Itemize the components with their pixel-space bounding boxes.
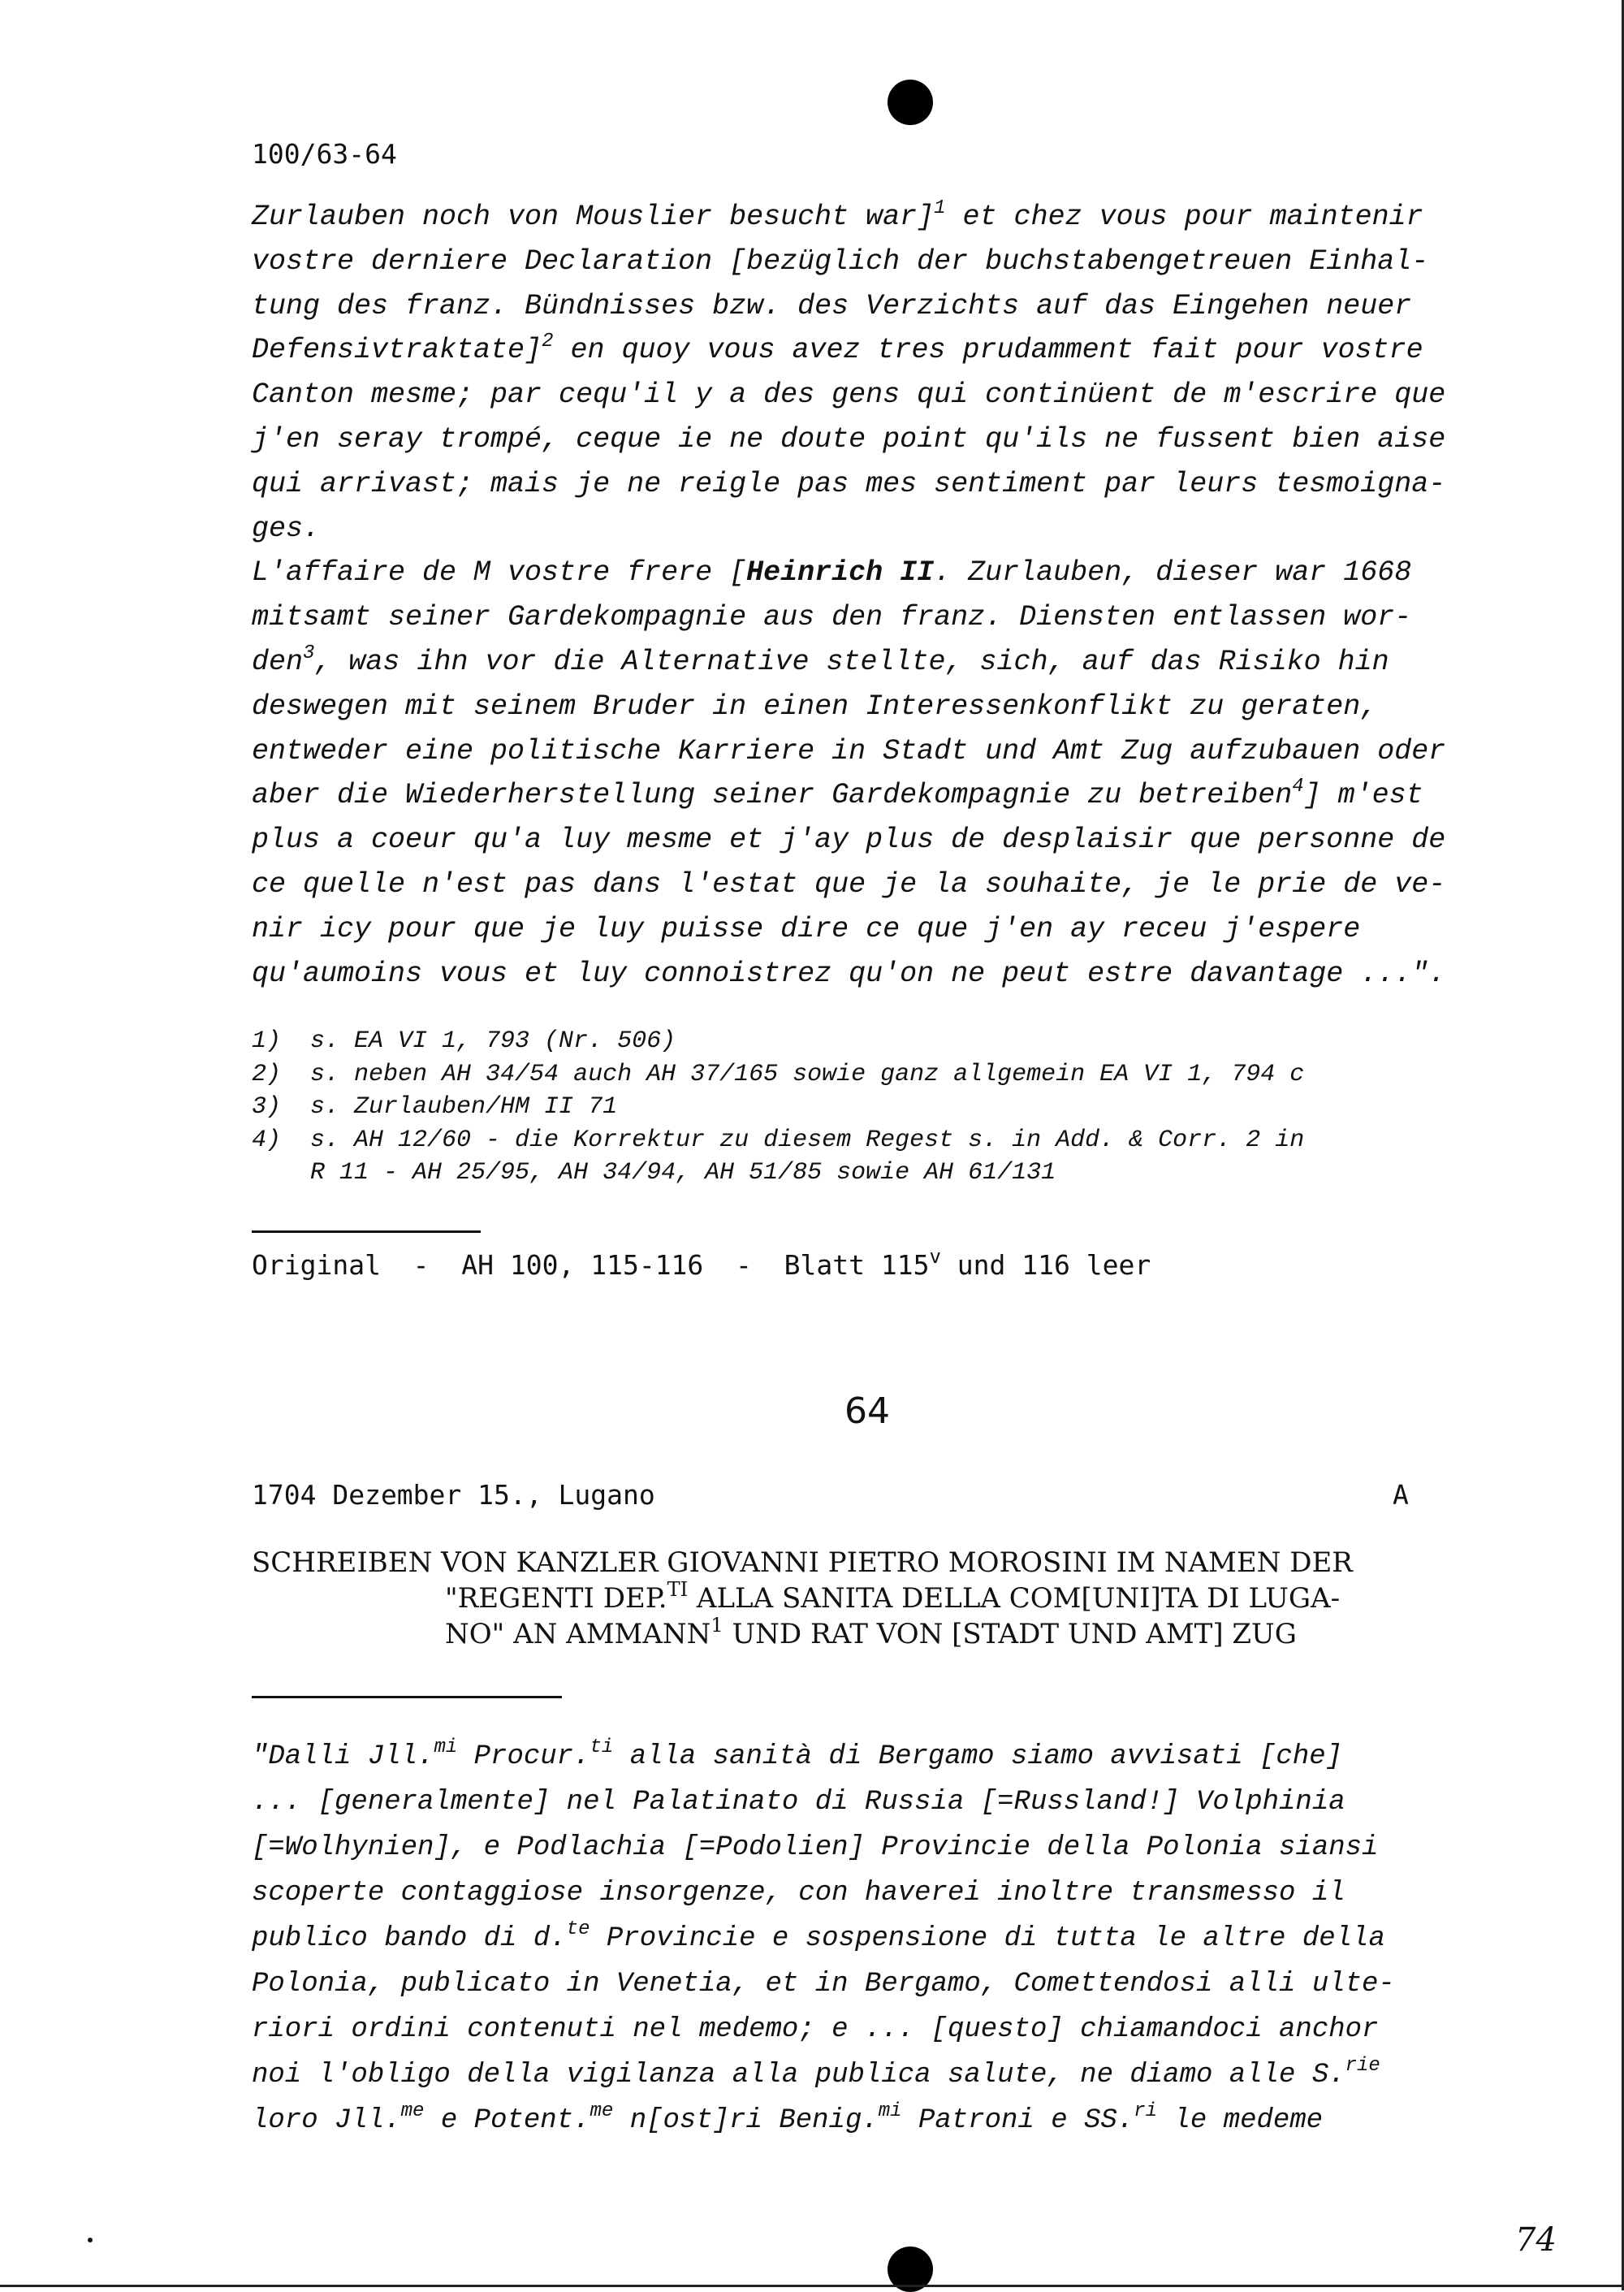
text-run: SCHREIBEN VON KANZLER GIOVANNI PIETRO MOROSINI IM NAMEN DER (252, 1546, 1353, 1579)
text-run: Zurlauben noch von Mouslier besucht war] (252, 201, 935, 233)
superscript: 1 (934, 197, 946, 219)
text-run: "REGENTI DEP. (445, 1582, 667, 1615)
body-line (252, 507, 1518, 551)
text-run: riori ordini contenuti nel medemo; e ... [questo] chiamandoci anchor (252, 2014, 1379, 2045)
quote-line (252, 2007, 1551, 2052)
superscript: mi (878, 2100, 902, 2122)
body-line (252, 595, 1518, 640)
text-run: ] m'est (1303, 779, 1423, 812)
original-verso-mark: v (929, 1245, 941, 1268)
text-run: . Zurlauben, dieser war 1668 (934, 556, 1412, 590)
text-run: noi l'obligo della vigilanza alla publica salute, ne diamo alle S. (252, 2060, 1345, 2091)
original-text-end: und 116 leer (940, 1249, 1151, 1281)
footnote-item: 2) s. neben AH 34/54 auch AH 37/165 sowie ganz allgemein EA VI 1, 794 c (252, 1060, 1305, 1088)
heading-line (252, 1616, 1551, 1652)
body-line (252, 373, 1518, 417)
text-run: Procur. (457, 1741, 590, 1772)
body-line (252, 551, 1518, 595)
handwritten-page-number: 74 (1515, 2221, 1557, 2259)
text-run: UND RAT VON [STADT UND AMT] ZUG (723, 1618, 1297, 1650)
heading-line (252, 1545, 1551, 1581)
superscript: me (590, 2100, 614, 2122)
footnote-item: 3) s. Zurlauben/HM II 71 (252, 1093, 618, 1121)
text-run: tung des franz. Bündnisses bzw. des Verzichts auf das Eingehen neuer (252, 289, 1412, 322)
superscript: 3 (303, 642, 315, 664)
quote-line (252, 1734, 1551, 1780)
quote-line (252, 1961, 1551, 2007)
superscript: 4 (1292, 776, 1304, 798)
body-line (252, 907, 1518, 952)
quoted-letter-text (252, 1734, 1551, 2143)
text-run: le medeme (1157, 2105, 1324, 2136)
text-run: Heinrich II (746, 556, 935, 590)
quote-line (252, 2098, 1551, 2143)
document-heading (252, 1545, 1551, 1652)
body-line (252, 462, 1518, 507)
text-run: ges. (252, 512, 321, 545)
superscript: TI (667, 1578, 689, 1601)
document-number: 64 (844, 1390, 890, 1432)
text-run: alla sanità di Bergamo siamo avvisati [che] (613, 1741, 1343, 1772)
text-run: vostre derniere Declaration [bezüglich der buchstabengetreuen Einhal- (252, 244, 1429, 278)
text-run: , was ihn vor die Alternative stellte, sich, auf das Risiko hin (314, 645, 1389, 678)
body-line (252, 729, 1518, 774)
footnotes (252, 1025, 1518, 1190)
superscript: 1 (710, 1614, 723, 1637)
superscript: 2 (542, 331, 554, 353)
text-run: "Dalli Jll. (252, 1741, 434, 1772)
text-run: mitsamt seiner Gardekompagnie aus den franz. Diensten entlassen wor- (252, 601, 1412, 634)
text-run: qui arrivast; mais je ne reigle pas mes sentiment par leurs tesmoigna- (252, 467, 1446, 500)
text-run: Patroni e SS. (901, 2105, 1134, 2136)
quote-line (252, 1916, 1551, 1961)
body-line (252, 640, 1518, 685)
text-run: ce quelle n'est pas dans l'estat que je la souhaite, je le prie de ve- (252, 867, 1446, 901)
body-line (252, 773, 1518, 818)
scan-edge-bottom (0, 2285, 1624, 2287)
quote-line (252, 1870, 1551, 1916)
superscript: ti (590, 1736, 614, 1758)
body-line (252, 417, 1518, 462)
separator-rule (252, 1230, 481, 1233)
footnote-item: R 11 - AH 25/95, AH 34/94, AH 51/85 sowie AH 61/131 (252, 1159, 1056, 1187)
body-line (252, 685, 1518, 729)
quote-line (252, 1825, 1551, 1870)
heading-line (252, 1578, 1551, 1616)
text-run: et chez vous pour maintenir (945, 201, 1423, 233)
text-run: en quoy vous avez tres prudamment fait pour vostre (553, 334, 1423, 367)
text-run: Provincie e sospensione di tutta le altre della (590, 1923, 1385, 1954)
text-run: deswegen mit seinem Bruder in einen Interessenkonflikt zu geraten, (252, 690, 1378, 723)
text-run: aber die Wiederherstellung seiner Gardekompagnie zu betreiben (252, 779, 1293, 812)
page-reference: 100/63-64 (252, 138, 397, 170)
text-run: [=Wolhynien], e Podlachia [=Podolien] Provincie della Polonia siansi (252, 1832, 1379, 1863)
letter-body-text (252, 195, 1518, 996)
text-run: entweder eine politische Karriere in Stadt und Amt Zug aufzubauen oder (252, 734, 1446, 768)
text-run: ... [generalmente] nel Palatinato di Russia [=Russland!] Volphinia (252, 1787, 1345, 1818)
date-place: 1704 Dezember 15., Lugano (252, 1479, 655, 1511)
text-run: n[ost]ri Benig. (613, 2105, 879, 2136)
text-run: loro Jll. (252, 2105, 401, 2136)
superscript: mi (434, 1736, 458, 1758)
heading-separator-rule (252, 1696, 562, 1698)
text-run: Polonia, publicato in Venetia, et in Bergamo, Comettendosi alli ulte- (252, 1969, 1395, 2000)
document-grade: A (1393, 1479, 1409, 1511)
body-line (252, 328, 1518, 373)
superscript: te (566, 1918, 590, 1940)
text-run: scoperte contaggiose insorgenze, con haverei inoltre transmesso il (252, 1878, 1345, 1909)
text-run: e Potent. (424, 2105, 590, 2136)
body-line (252, 952, 1518, 997)
body-line (252, 818, 1518, 863)
quote-line (252, 2052, 1551, 2098)
text-run: qu'aumoins vous et luy connoistrez qu'on ne peut estre davantage ...". (252, 957, 1446, 990)
text-run: den (252, 645, 304, 678)
text-run: j'en seray trompé, ceque ie ne doute point qu'ils ne fussent bien aise (252, 422, 1446, 456)
body-line (252, 240, 1518, 284)
superscript: rie (1345, 2055, 1380, 2077)
original-source-line (252, 1245, 1151, 1281)
text-run: nir icy pour que je luy puisse dire ce que j'en ay receu j'espere (252, 912, 1361, 945)
superscript: me (400, 2100, 425, 2122)
body-line (252, 284, 1518, 329)
scan-speck (88, 2238, 93, 2242)
punch-hole-top (888, 80, 933, 125)
text-run: NO" AN AMMANN (445, 1618, 711, 1650)
quote-line (252, 1780, 1551, 1825)
text-run: ALLA SANITA DELLA COM[UNI]TA DI LUGA- (688, 1582, 1341, 1615)
original-text: Original - AH 100, 115-116 - Blatt 115 (252, 1249, 930, 1281)
text-run: Defensivtraktate] (252, 334, 542, 367)
text-run: plus a coeur qu'a luy mesme et j'ay plus de desplaisir que personne de (252, 824, 1446, 857)
footnote-item: 4) s. AH 12/60 - die Korrektur zu diesem Regest s. in Add. & Corr. 2 in (252, 1126, 1305, 1154)
body-line (252, 195, 1518, 240)
superscript: ri (1134, 2100, 1158, 2122)
text-run: L'affaire de M vostre frere [ (252, 556, 747, 590)
text-run: publico bando di d. (252, 1923, 567, 1954)
footnote-item: 1) s. EA VI 1, 793 (Nr. 506) (252, 1027, 676, 1055)
text-run: Canton mesme; par cequ'il y a des gens qui continüent de m'escrire que (252, 378, 1446, 412)
body-line (252, 863, 1518, 907)
